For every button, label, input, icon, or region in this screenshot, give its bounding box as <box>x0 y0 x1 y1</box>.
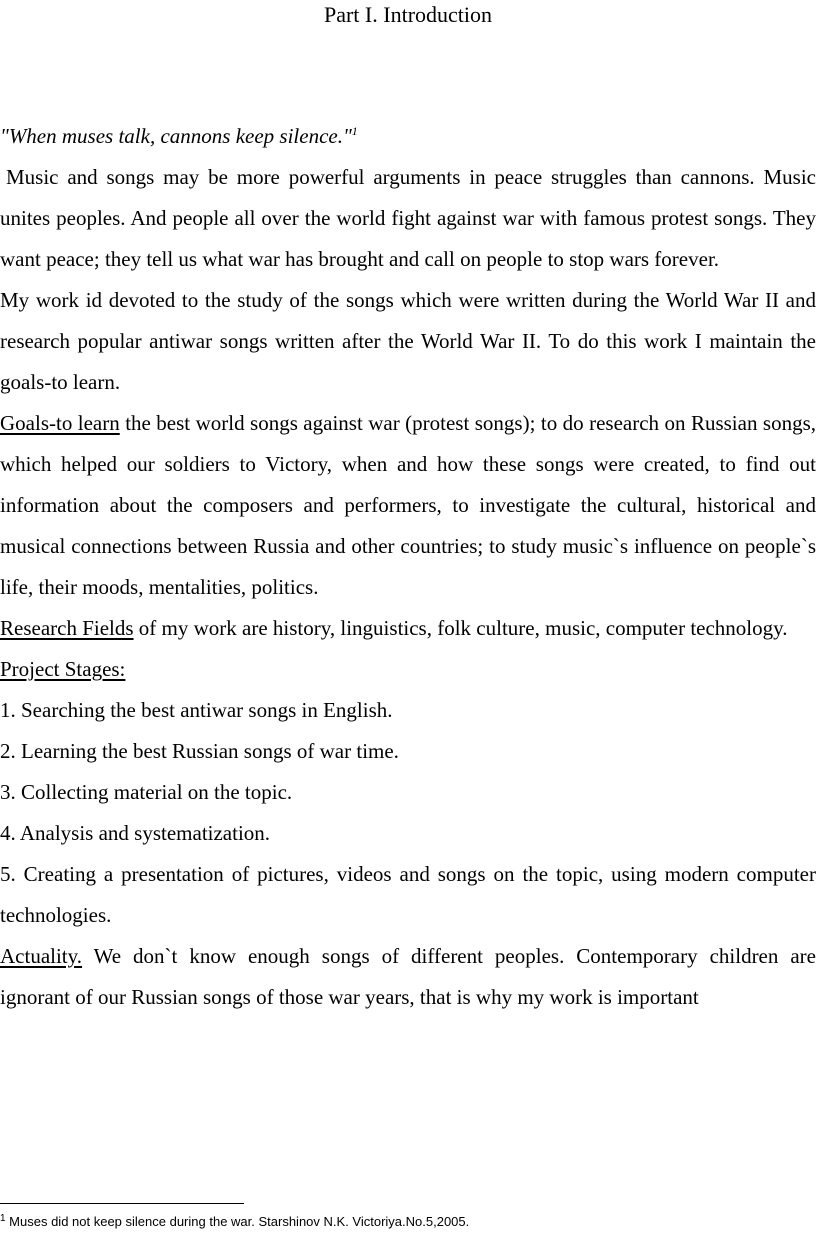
paragraph-intro: Music and songs may be more powerful arguments in peace struggles than cannons. Music unites peoples. And people all over the world fight against war with famous protest songs. They want peace; they tell us what war has brought and call on people to stop wars forever. <box>0 165 816 271</box>
project-stages-label: Project Stages: <box>0 657 126 681</box>
epigraph-text: "When muses talk, cannons keep silence." <box>0 124 352 148</box>
research-fields-text: of my work are history, linguistics, folk culture, music, computer technology. <box>133 616 788 640</box>
paragraph-work-description: My work id devoted to the study of the songs which were written during the World War II and research popular antiwar songs written after the World War II. To do this work I maintain the goals-to learn. <box>0 288 816 394</box>
paragraph-research-fields <box>0 608 816 649</box>
footnote-text: Muses did not keep silence during the war. Starshinov N.K. Victoriya.No.5,2005. <box>5 1214 470 1229</box>
document-body <box>0 116 816 1018</box>
list-item: 5. Creating a presentation of pictures, videos and songs on the topic, using modern computer technologies. <box>0 862 816 927</box>
research-fields-label: Research Fields <box>0 616 134 640</box>
footnote-reference: 1 <box>351 124 358 138</box>
page-title: Part I. Introduction <box>323 2 493 27</box>
actuality-text: We don`t know enough songs of different peoples. Contemporary children are ignorant of our Russian songs of those war years, that is why my work is important <box>0 944 816 1009</box>
footnote <box>0 1210 816 1234</box>
epigraph <box>0 116 816 157</box>
list-item: 2. Learning the best Russian songs of war time. <box>0 739 399 763</box>
list-item: 4. Analysis and systematization. <box>0 821 271 845</box>
goals-text: the best world songs against war (protest songs); to do research on Russian songs, which helped our soldiers to Victory, when and how these songs were created, to find out information about the composers and performers, to investigate the cultural, historical and musical connections between Russia and other countries; to study music`s influence on people`s life, their moods, mentalities, politics. <box>0 411 816 599</box>
paragraph-goals <box>0 403 816 608</box>
actuality-label: Actuality. <box>0 944 83 968</box>
list-item: 1. Searching the best antiwar songs in English. <box>0 698 393 722</box>
footnote-separator <box>0 1203 244 1204</box>
goals-label: Goals-to learn <box>0 411 120 435</box>
footnote-number: 1 <box>0 1213 6 1224</box>
paragraph-actuality <box>0 936 816 1018</box>
project-stages-heading <box>0 649 816 690</box>
list-item: 3. Collecting material on the topic. <box>0 780 293 804</box>
